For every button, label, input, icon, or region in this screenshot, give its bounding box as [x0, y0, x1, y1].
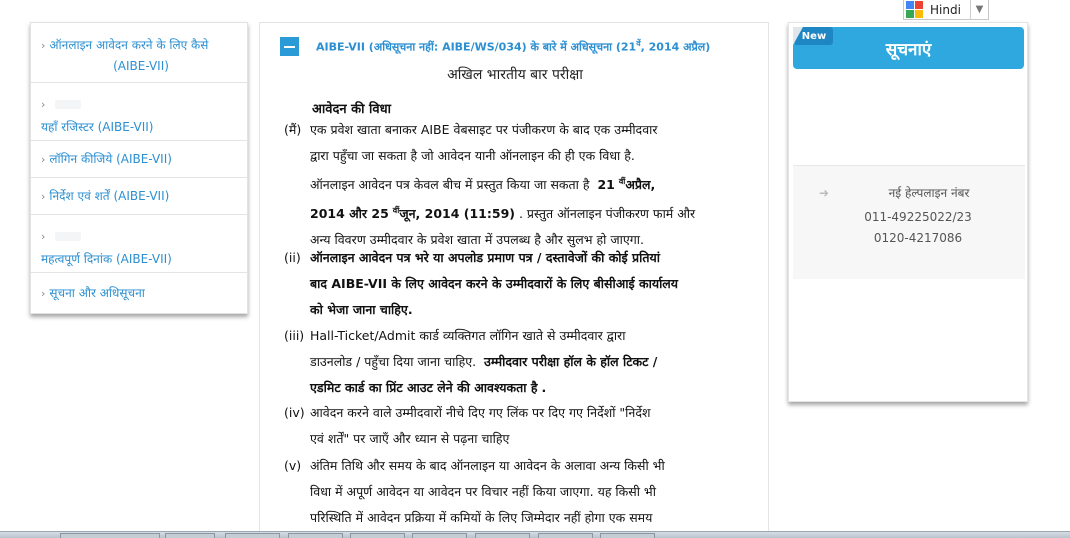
- faded-badge: [55, 100, 81, 109]
- section-heading: आवेदन की विधा: [312, 102, 391, 117]
- taskbar-button[interactable]: [350, 533, 405, 538]
- page-heading: अखिल भारतीय बार परीक्षा: [447, 67, 583, 83]
- sidebar-item-register[interactable]: [31, 83, 247, 141]
- item-number: (iv): [284, 405, 305, 420]
- chevron-right-icon: ›: [41, 190, 46, 203]
- chevron-right-icon: ›: [41, 230, 46, 243]
- language-label: Hindi: [930, 2, 961, 17]
- text-line: ऑनलाइन आवेदन पत्र भरे या अपलोड प्रमाण पत्र / दस्तावेजों की कोई प्रतियां: [310, 250, 661, 265]
- left-sidebar: [30, 22, 248, 314]
- sidebar-item-label: सूचना और अधिसूचना: [49, 286, 145, 300]
- new-badge: New: [795, 27, 833, 45]
- sidebar-item-label: लॉगिन कीजिये (AIBE-VII): [49, 152, 172, 166]
- chevron-right-icon: ›: [41, 39, 46, 52]
- taskbar-button[interactable]: [288, 533, 343, 538]
- taskbar-button[interactable]: [60, 533, 160, 538]
- collapse-button[interactable]: [280, 37, 299, 56]
- item-number: (मैं): [284, 122, 302, 137]
- text-line: अन्य विवरण उम्मीदवार के प्रवेश खाता में उपलब्ध है और सुलभ हो जाएगा.: [310, 232, 644, 248]
- text-line: परिस्थिति में आवेदन प्रक्रिया में कमियों के लिए जिम्मेदार नहीं होगा एक समय: [310, 510, 653, 525]
- taskbar-button[interactable]: [165, 533, 215, 538]
- helpline-number-2: 0120-4217086: [873, 231, 963, 245]
- paragraph-4: [284, 400, 759, 452]
- paragraph-5: [284, 453, 759, 531]
- google-translate-icon: [906, 1, 924, 19]
- title-sup: वें: [636, 39, 641, 48]
- sidebar-item-label: यहाँ रजिस्टर (AIBE-VII): [41, 120, 154, 134]
- text-line: डाउनलोड / पहुँचा दिया जाना चाहिए. उम्मीदवार परीक्षा हॉल के हॉल टिकट /: [310, 354, 658, 369]
- taskbar-button[interactable]: [225, 533, 280, 538]
- sidebar-item-notifications[interactable]: [31, 273, 247, 313]
- notification-title[interactable]: [316, 38, 756, 55]
- taskbar-button[interactable]: [538, 533, 593, 538]
- text-line: ऑनलाइन आवेदन पत्र केवल बीच में प्रस्तुत किया जा सकता है 21 $^{वीं}$अप्रैल,: [310, 177, 656, 193]
- text-line: विधा में अपूर्ण आवेदन या आवेदन पर विचार नहीं किया जाएगा. यह किसी भी: [310, 484, 656, 499]
- item-number: (iii): [284, 328, 305, 343]
- text-line: बाद AIBE-VII के लिए आवेदन करने के उम्मीदवारों के लिए बीसीआई कार्यालय: [310, 276, 679, 291]
- text-line: आवेदन करने वाले उम्मीदवारों नीचे दिए गए लिंक पर दिए गए निर्देशों "निर्देश: [310, 405, 651, 420]
- sidebar-item-label-line2: (AIBE-VII): [113, 59, 169, 73]
- language-selector[interactable]: [903, 0, 989, 20]
- title-prefix: AIBE-VII (अधिसूचना नहीं: AIBE/WS/034) के बारे में अधिसूचना (21: [316, 40, 637, 54]
- minus-icon: [284, 46, 295, 48]
- taskbar-button[interactable]: [600, 533, 655, 538]
- faded-badge: [55, 232, 81, 241]
- text-line: एडमिट कार्ड का प्रिंट आउट लेने की आवश्यकता है .: [310, 380, 547, 395]
- dropdown-arrow-icon[interactable]: ▼: [970, 0, 988, 19]
- item-number: (v): [284, 458, 302, 473]
- sidebar-item-login[interactable]: [31, 141, 247, 178]
- sidebar-item-how-to-apply[interactable]: [31, 23, 247, 83]
- sidebar-item-important-dates[interactable]: [31, 215, 247, 273]
- item-number: (ii): [284, 250, 301, 265]
- paragraph-2: [284, 245, 759, 323]
- arrow-right-icon: ➜: [819, 186, 830, 200]
- taskbar: [0, 531, 1070, 538]
- sidebar-item-instructions[interactable]: [31, 178, 247, 215]
- notices-panel: [788, 22, 1028, 402]
- text-line: 2014 और 25 $^{वीं}$जून, 2014 (11:59) . प्रस्तुत ऑनलाइन पंजीकरण फार्म और: [310, 206, 696, 222]
- text-line: एक प्रवेश खाता बनाकर AIBE वेबसाइट पर पंजीकरण के बाद एक उम्मीदवार: [310, 122, 658, 137]
- paragraph-1: [284, 117, 759, 253]
- text-line: को भेजा जाना चाहिए.: [310, 302, 413, 317]
- sidebar-item-label: महत्वपूर्ण दिनांक (AIBE-VII): [41, 252, 172, 266]
- helpline-number-1: 011-49225022/23: [864, 210, 972, 224]
- sidebar-item-label: ऑनलाइन आवेदन करने के लिए कैसे: [49, 38, 209, 52]
- chevron-right-icon: ›: [41, 287, 46, 300]
- text-line: एवं शर्तें" पर जाएँ और ध्यान से पढ़ना चाहिए: [310, 431, 510, 446]
- title-suffix: , 2014 अप्रैल): [640, 40, 711, 54]
- helpline-box[interactable]: [793, 165, 1025, 279]
- helpline-title: नई हेल्पलाइन नंबर: [888, 186, 970, 200]
- text-line: द्वारा पहुँचा जा सकता है जो आवेदन यानी ऑनलाइन की ही एक विधा है.: [310, 148, 635, 163]
- text-line: Hall-Ticket/Admit कार्ड व्यक्तिगत लॉगिन खाते से उम्मीदवार द्वारा: [310, 328, 626, 343]
- sidebar-item-label: निर्देश एवं शर्तें (AIBE-VII): [49, 189, 170, 203]
- text-line: अंतिम तिथि और समय के बाद ऑनलाइन या आवेदन के अलावा अन्य किसी भी: [310, 458, 665, 473]
- notification-panel: [259, 22, 769, 538]
- taskbar-button[interactable]: [475, 533, 530, 538]
- taskbar-button[interactable]: [412, 533, 467, 538]
- notices-title: सूचनाएं: [885, 39, 932, 60]
- chevron-right-icon: ›: [41, 153, 46, 166]
- paragraph-3: [284, 323, 759, 401]
- chevron-right-icon: ›: [41, 98, 46, 111]
